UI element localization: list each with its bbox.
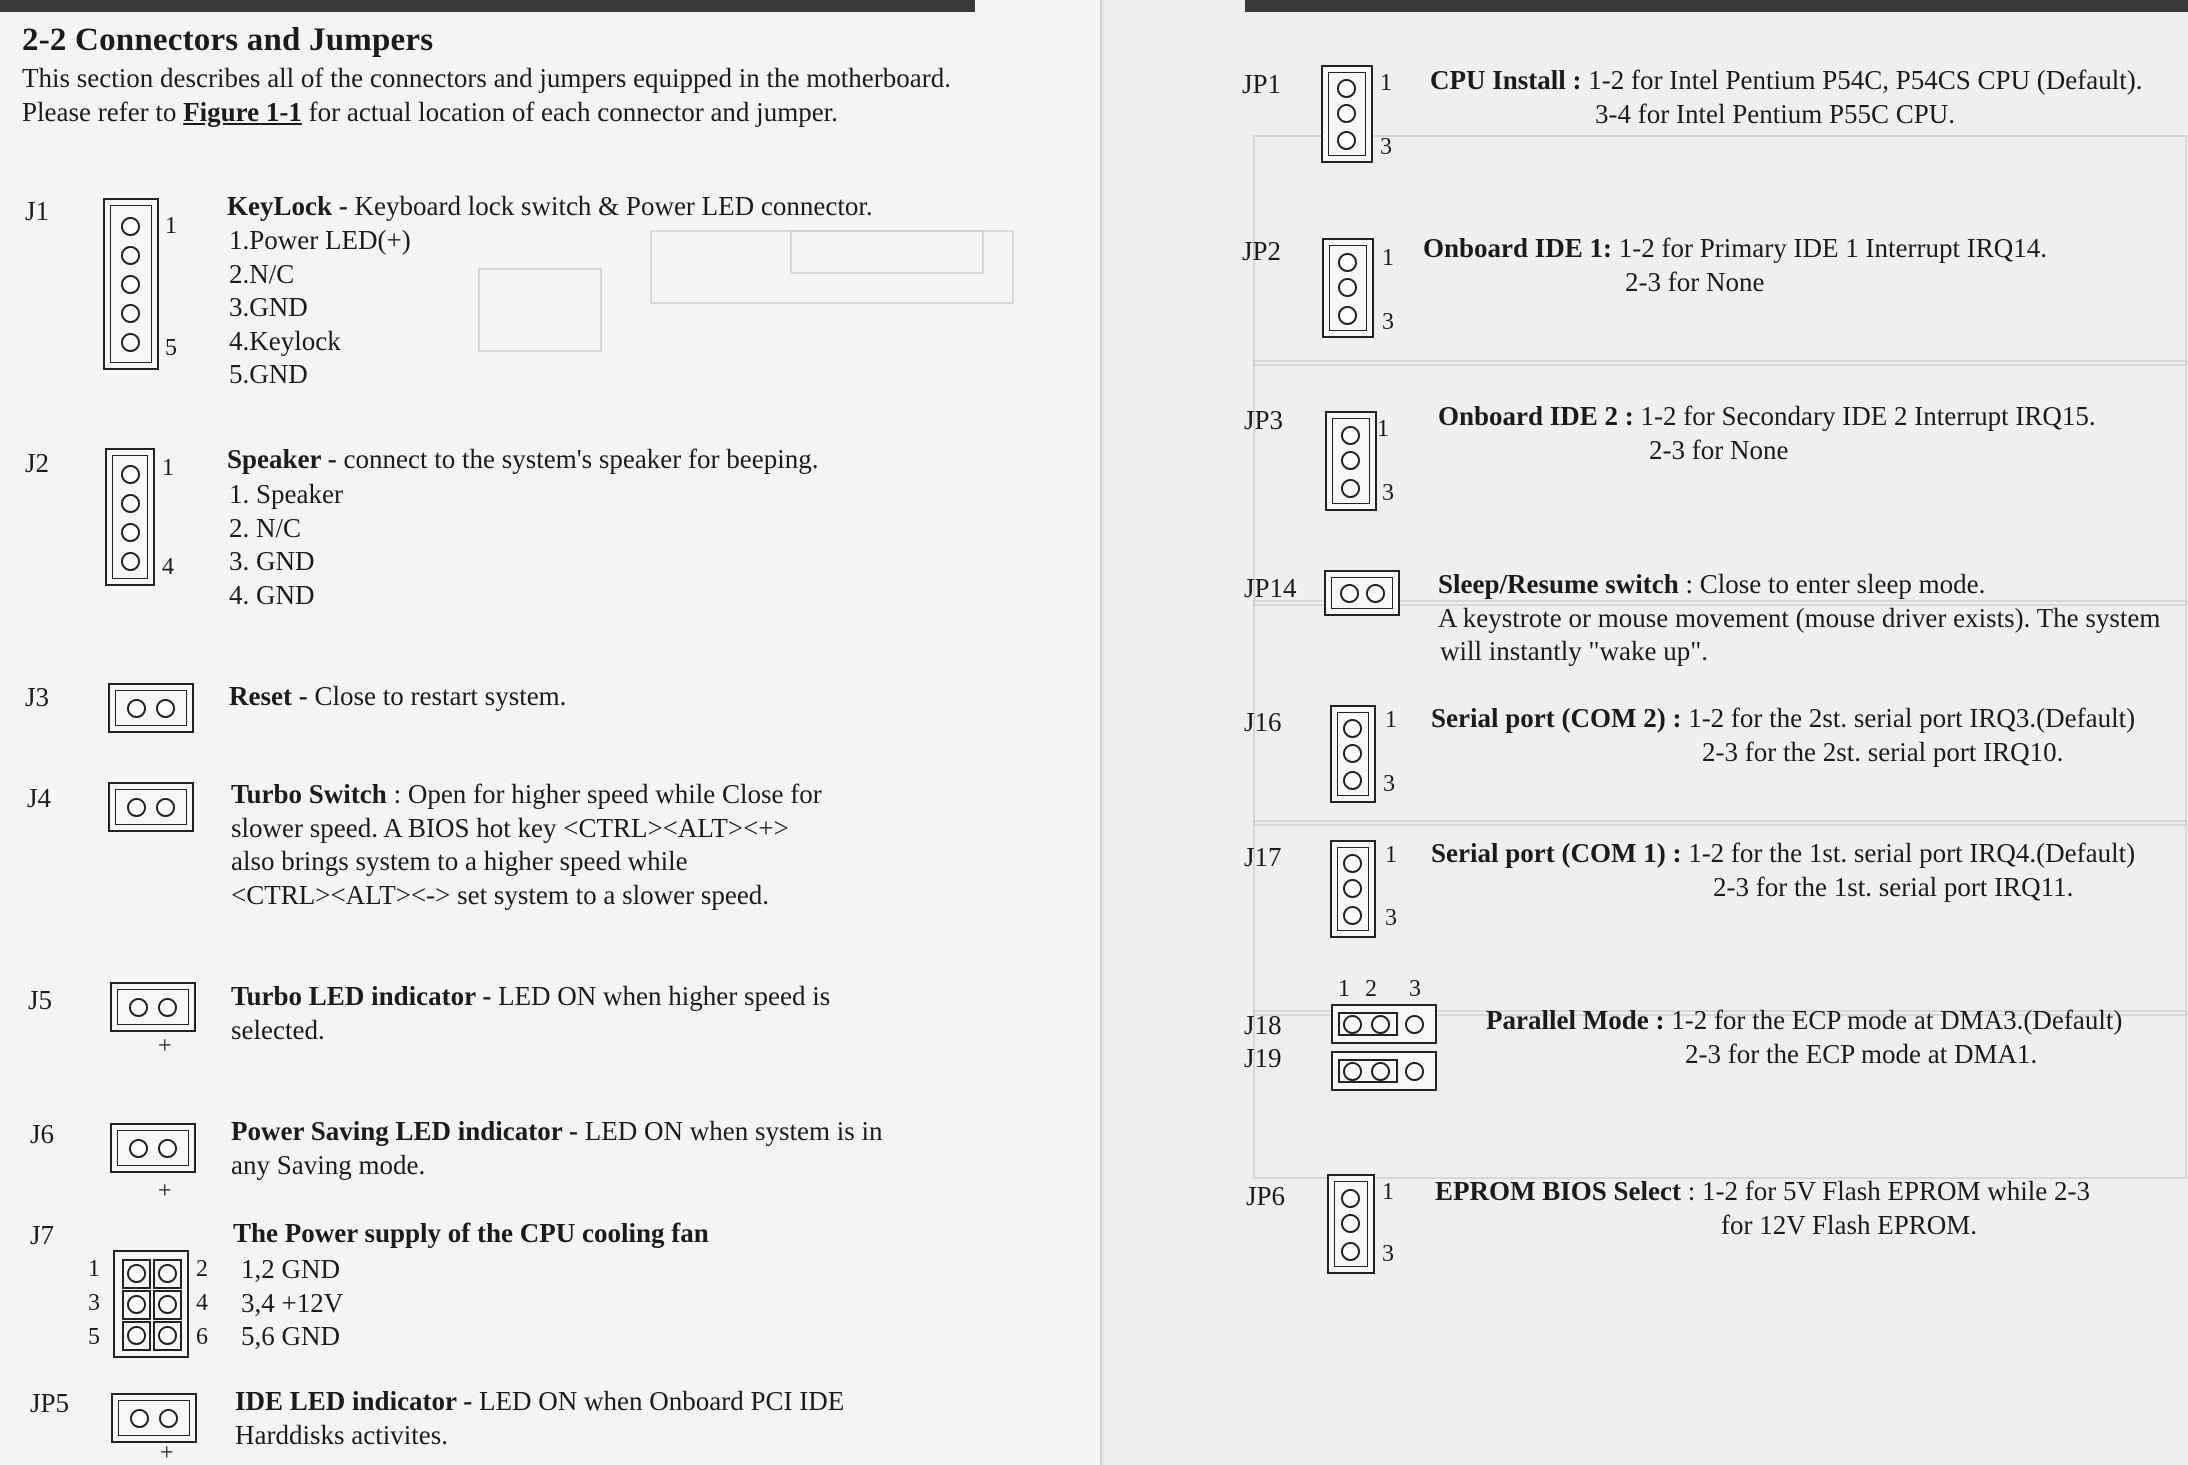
- j2-pin-bottom: 4: [162, 554, 174, 580]
- j2-label: J2: [25, 448, 50, 478]
- j1-pin-top: 1: [165, 213, 177, 239]
- j7-label: J7: [30, 1220, 55, 1250]
- j16-desc: Serial port (COM 2) : 1-2 for the 2st. serial port IRQ3.(Default): [1431, 703, 2136, 733]
- jp3-desc: Onboard IDE 2 : 1-2 for Secondary IDE 2 Interrupt IRQ15.: [1438, 401, 2096, 431]
- j6-label: J6: [30, 1119, 55, 1149]
- j18-desc-2: 2-3 for the ECP mode at DMA1.: [1685, 1039, 2038, 1069]
- j18-desc: Parallel Mode : 1-2 for the ECP mode at DMA3.(Default): [1486, 1005, 2123, 1035]
- jp6-desc: EPROM BIOS Select : 1-2 for 5V Flash EPROM while 2-3: [1435, 1176, 2090, 1206]
- j7-pin-2: 2: [196, 1256, 208, 1282]
- jp2-pin-top: 1: [1382, 245, 1394, 271]
- j16-jumper-icon: [1330, 705, 1376, 803]
- j18-header-pin-3: 3: [1409, 976, 1421, 1002]
- jp1-pin-bottom: 3: [1380, 134, 1392, 160]
- j16-label: J16: [1244, 707, 1282, 737]
- top-rule: [1245, 0, 2188, 12]
- jp6-pin-top: 1: [1382, 1179, 1394, 1205]
- j18-header-pin-2: 2: [1365, 976, 1377, 1002]
- j7-pin-3: 3: [88, 1290, 100, 1316]
- j3-label: J3: [25, 682, 50, 712]
- j7-pin-list: 1,2 GND 3,4 +12V 5,6 GND: [241, 1254, 344, 1351]
- jp14-desc: Sleep/Resume switch : Close to enter sleep mode. A keystrote or mouse movement (mouse driver exists). The system will instantly "wake up".: [1438, 569, 2161, 666]
- figure-link[interactable]: Figure 1-1: [183, 97, 302, 127]
- jp14-jumper-icon: [1324, 570, 1400, 616]
- jp2-desc-2: 2-3 for None: [1625, 267, 1765, 297]
- j16-pin-top: 1: [1385, 707, 1397, 733]
- j17-desc-2: 2-3 for the 1st. serial port IRQ11.: [1713, 872, 2074, 902]
- j7-pin-1: 1: [88, 1256, 100, 1282]
- jp3-pin-bottom: 3: [1382, 480, 1394, 506]
- j5-desc: Turbo LED indicator - LED ON when higher speed is selected.: [231, 981, 831, 1045]
- j7-pin-6: 6: [196, 1324, 208, 1350]
- jp6-pin-bottom: 3: [1382, 1241, 1394, 1267]
- j2-connector-icon: [105, 448, 155, 586]
- ghost-rule: [1253, 360, 2187, 366]
- j4-desc: Turbo Switch : Open for higher speed while Close for slower speed. A BIOS hot key <CTRL><ALT><+> also brings system to a higher speed while <CTRL><ALT><-> set system to a slower speed.: [231, 779, 822, 910]
- j1-pin-bottom: 5: [165, 335, 177, 361]
- j1-pin-list: 1.Power LED(+) 2.N/C 3.GND 4.Keylock 5.GND: [229, 225, 411, 389]
- jp2-jumper-icon: [1322, 238, 1374, 338]
- j3-connector-icon: [108, 683, 194, 733]
- j7-pin-5: 5: [88, 1324, 100, 1350]
- jp3-label: JP3: [1244, 405, 1284, 435]
- jp2-label: JP2: [1242, 236, 1282, 266]
- j2-pin-list: 1. Speaker 2. N/C 3. GND 4. GND: [229, 479, 343, 610]
- j17-pin-top: 1: [1385, 842, 1397, 868]
- jp1-label: JP1: [1242, 69, 1282, 99]
- j5-label: J5: [28, 985, 53, 1015]
- j6-plus: +: [158, 1178, 172, 1204]
- jp3-pin-top: 1: [1377, 416, 1389, 442]
- section-title: 2-2 Connectors and Jumpers: [22, 22, 434, 58]
- jp1-jumper-icon: [1321, 65, 1373, 163]
- j18-jumper-icon: [1331, 1004, 1437, 1044]
- j1-connector-icon: [103, 198, 159, 370]
- jp1-desc-2: 3-4 for Intel Pentium P55C CPU.: [1595, 99, 1956, 129]
- jp14-label: JP14: [1244, 573, 1297, 603]
- jp1-pin-top: 1: [1380, 70, 1392, 96]
- top-rule: [0, 0, 975, 12]
- j2-pin-top: 1: [162, 455, 174, 481]
- jp5-desc: IDE LED indicator - LED ON when Onboard PCI IDE Harddisks activites.: [235, 1386, 845, 1450]
- j5-plus: +: [158, 1033, 172, 1059]
- jp5-label: JP5: [30, 1388, 70, 1418]
- jp2-pin-bottom: 3: [1382, 309, 1394, 335]
- jp6-desc-2: for 12V Flash EPROM.: [1721, 1210, 1978, 1240]
- ghost-rule: [1253, 820, 2187, 826]
- jp1-desc: CPU Install : 1-2 for Intel Pentium P54C, P54CS CPU (Default).: [1430, 65, 2143, 95]
- ghost-box: [478, 268, 602, 352]
- jp2-desc: Onboard IDE 1: 1-2 for Primary IDE 1 Interrupt IRQ14.: [1423, 233, 2047, 263]
- j7-connector-icon: [113, 1250, 189, 1358]
- right-page: [1103, 0, 2188, 1465]
- j16-desc-2: 2-3 for the 2st. serial port IRQ10.: [1702, 737, 2064, 767]
- j4-label: J4: [27, 783, 52, 813]
- jp6-jumper-icon: [1327, 1174, 1375, 1274]
- jp3-jumper-icon: [1325, 411, 1377, 511]
- j19-label: J19: [1244, 1043, 1282, 1073]
- j1-desc: KeyLock - Keyboard lock switch & Power LED connector.: [227, 191, 873, 221]
- j16-pin-bottom: 3: [1383, 771, 1395, 797]
- j4-connector-icon: [108, 782, 194, 832]
- j19-jumper-icon: [1331, 1051, 1437, 1091]
- j17-desc: Serial port (COM 1) : 1-2 for the 1st. serial port IRQ4.(Default): [1431, 838, 2136, 868]
- j3-desc: Reset - Close to restart system.: [229, 681, 567, 711]
- section-intro: This section describes all of the connectors and jumpers equipped in the motherboard. Please refer to Figure 1-1 for actual location of each connector and jumper.: [22, 63, 951, 127]
- j5-connector-icon: [110, 982, 196, 1032]
- jp6-label: JP6: [1246, 1181, 1286, 1211]
- j17-label: J17: [1244, 842, 1282, 872]
- jp5-plus: +: [160, 1440, 174, 1465]
- j7-title: The Power supply of the CPU cooling fan: [233, 1218, 709, 1248]
- j18-header-pin-1: 1: [1338, 976, 1350, 1002]
- j1-label: J1: [25, 196, 50, 226]
- jp3-desc-2: 2-3 for None: [1649, 435, 1789, 465]
- jp5-connector-icon: [111, 1393, 197, 1443]
- ghost-box: [790, 230, 984, 274]
- j6-connector-icon: [110, 1123, 196, 1173]
- j7-pin-4: 4: [196, 1290, 208, 1316]
- j17-pin-bottom: 3: [1385, 905, 1397, 931]
- j17-jumper-icon: [1330, 840, 1376, 938]
- j6-desc: Power Saving LED indicator - LED ON when system is in any Saving mode.: [231, 1116, 883, 1180]
- j18-label: J18: [1244, 1010, 1282, 1040]
- j2-desc: Speaker - connect to the system's speaker for beeping.: [227, 444, 819, 474]
